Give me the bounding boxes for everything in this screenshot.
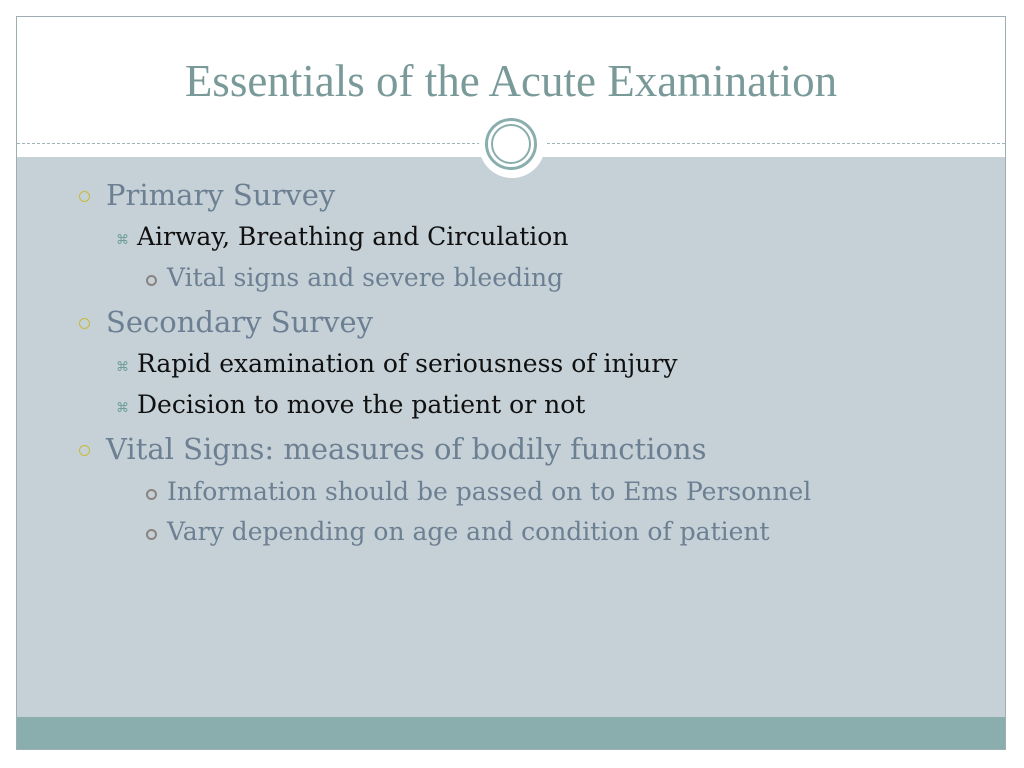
bullet-vital-signs-measures: Vital Signs: measures of bodily functions bbox=[106, 432, 707, 466]
ring-bullet-icon bbox=[79, 191, 90, 202]
dot-bullet-icon bbox=[146, 529, 157, 540]
cross-bullet-icon: ⌘ bbox=[116, 233, 129, 248]
bullet-primary-survey: Primary Survey bbox=[106, 178, 336, 212]
dot-bullet-icon bbox=[146, 275, 157, 286]
ring-bullet-icon bbox=[79, 318, 90, 329]
bullet-secondary-survey: Secondary Survey bbox=[106, 305, 374, 339]
slide-title: Essentials of the Acute Examination bbox=[184, 56, 838, 106]
footer-band bbox=[17, 717, 1005, 750]
bullet-information-passed: Information should be passed on to Ems Personnel bbox=[167, 477, 812, 506]
inner-ring-icon bbox=[491, 124, 531, 164]
outer-ring-icon bbox=[485, 118, 537, 170]
divider-ornament-icon bbox=[479, 112, 545, 178]
ring-bullet-icon bbox=[79, 445, 90, 456]
dot-bullet-icon bbox=[146, 489, 157, 500]
bullet-airway: Airway, Breathing and Circulation bbox=[137, 222, 569, 251]
bullet-vary-depending: Vary depending on age and condition of patient bbox=[167, 517, 770, 546]
bullet-decision-to-move: Decision to move the patient or not bbox=[137, 390, 586, 419]
bullet-vital-signs-bleeding: Vital signs and severe bleeding bbox=[167, 263, 564, 292]
cross-bullet-icon: ⌘ bbox=[116, 401, 129, 416]
slide bbox=[16, 16, 1006, 750]
bullet-rapid-examination: Rapid examination of seriousness of injury bbox=[137, 349, 678, 378]
cross-bullet-icon: ⌘ bbox=[116, 360, 129, 375]
